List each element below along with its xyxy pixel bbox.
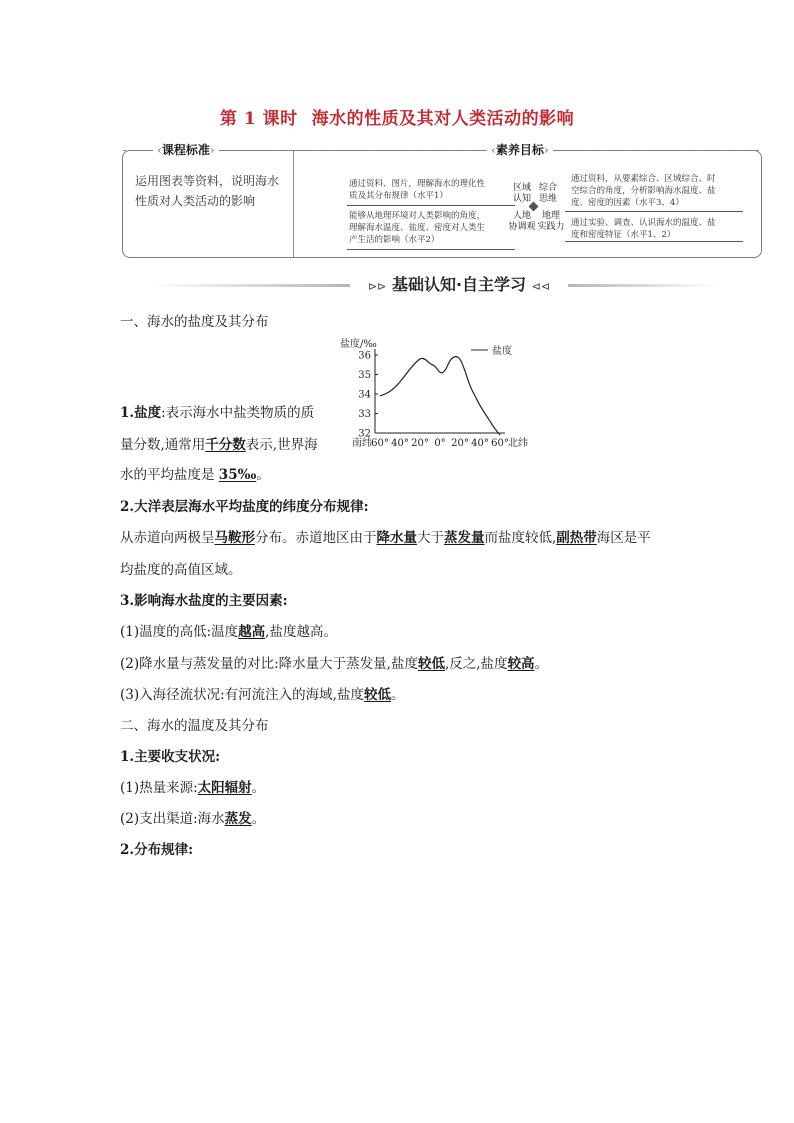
p2-heading: 2.大洋表层海水平均盐度的纬度分布规律: [120, 499, 369, 515]
salinity-chart [330, 333, 530, 453]
key-term: 35‰ [218, 467, 257, 483]
x-tick-label: 20° [411, 438, 429, 449]
p3-item-2: (2)降水量与蒸发量的对比:降水量大于蒸发量,盐度较低,反之,盐度较高。 [120, 656, 549, 672]
column-divider [293, 151, 294, 257]
goal-text: 能够从地理环境对人类影响的角度， 理解海水温度、盐度、密度对人类生 产生活的影响（水平2） [349, 211, 486, 245]
goal-underline [565, 241, 743, 242]
series-line-salinity [380, 357, 500, 435]
y-tick-label: 36 [358, 350, 371, 362]
mid-label: 地理 实践力 [537, 211, 565, 232]
key-term: 马鞍形 [214, 530, 255, 546]
x-tick-label: 60° [371, 438, 389, 449]
p3-heading: 3.影响海水盐度的主要因素: [120, 593, 288, 609]
goal-text: 通过实验、调查、认识海水的温度、盐 度和密度特征（水平1、2） [571, 218, 716, 240]
x-tick-label: 0° [434, 438, 446, 449]
literacy-goals-tab: ‹素养目标› [487, 142, 553, 158]
dash-line [569, 150, 759, 151]
key-term: 太阳辐射 [197, 780, 252, 796]
title-prefix: 第 1 课时 [219, 109, 298, 129]
p1-line-3: 水的平均盐度是 35‰。 [120, 467, 270, 483]
course-standard-text: 运用图表等资料，说明海水 性质对人类活动的影响 [135, 174, 280, 208]
p3-item-1: (1)温度的高低:温度越高,盐度越高。 [120, 624, 337, 640]
key-term: 降水量 [376, 530, 417, 546]
p4-item-2: (2)支出渠道:海水蒸发。 [120, 811, 266, 827]
goal-underline [347, 249, 515, 250]
x-left-label: 南纬 [352, 438, 372, 449]
section-heading: 二、海水的温度及其分布 [120, 718, 269, 734]
banner-title: ⊳⊳ 基础认知·自主学习 ⊲⊲ [367, 275, 551, 294]
p2-line-1: 从赤道向两极呈马鞍形分布。赤道地区由于降水量大于蒸发量而盐度较低,副热带海区是平 [120, 530, 651, 546]
page-title [0, 104, 794, 129]
legend-label: 盐度 [492, 346, 512, 357]
p4-heading-2: 2.分布规律: [120, 842, 194, 858]
banner-rule [150, 284, 350, 287]
banner-rule [568, 284, 718, 287]
key-term: 较高 [507, 656, 535, 672]
key-term: 越高 [238, 624, 266, 640]
goal-text: 通过资料，从要素综合、区域综合、时 空综合的角度，分析影响海水温度、盐 度、密度的因素（水平3、4） [571, 174, 716, 208]
y-tick-label: 32 [358, 428, 371, 440]
section-banner [0, 272, 794, 298]
x-tick-label: 40° [391, 438, 409, 449]
dash-line [237, 150, 487, 151]
title-main: 海水的性质及其对人类活动的影响 [311, 109, 575, 129]
course-standard-tab: ‹课程标准› [153, 142, 219, 158]
key-term: 较低 [363, 687, 391, 703]
y-axis-label: 盐度/‰ [340, 339, 377, 350]
goal-text: 通过资料、图片，理解海水的理化性 质及其分布规律（水平1） [349, 179, 486, 201]
section-heading: 一、海水的盐度及其分布 [120, 314, 269, 330]
x-tick-label: 60° [491, 438, 509, 449]
key-term: 蒸发量 [444, 530, 485, 546]
key-term: 蒸发 [224, 811, 252, 827]
key-term: 副热带 [556, 530, 597, 546]
y-tick-label: 33 [358, 409, 371, 420]
p4-heading: 1.主要收支状况: [120, 749, 221, 765]
p1-line-1: 1.盐度:表示海水中盐类物质的质 [120, 405, 315, 421]
p3-item-3: (3)入海径流状况:有河流注入的海域,盐度较低。 [120, 687, 405, 703]
p2-line-2: 均盐度的高值区域。 [120, 562, 242, 578]
mid-label: 综合 思维 [538, 183, 557, 204]
x-tick-label: 20° [451, 438, 469, 449]
y-tick-label: 34 [358, 389, 371, 401]
p4-item-1: (1)热量来源:太阳辐射。 [120, 780, 266, 796]
key-term: 较低 [417, 656, 445, 672]
y-tick-label: 35 [358, 370, 371, 381]
x-right-label: 北纬 [508, 438, 528, 449]
p1-line-2: 量分数,通常用千分数表示,世界海 [120, 437, 318, 453]
goal-underline [565, 211, 743, 212]
goal-underline [347, 205, 515, 206]
mid-label: 人地 协调观 [508, 211, 536, 232]
key-term: 千分数 [205, 437, 246, 453]
dash-line [123, 150, 151, 151]
standards-box [122, 143, 762, 258]
mid-label: 区域 认知 [512, 183, 531, 204]
x-tick-label: 40° [471, 438, 489, 449]
